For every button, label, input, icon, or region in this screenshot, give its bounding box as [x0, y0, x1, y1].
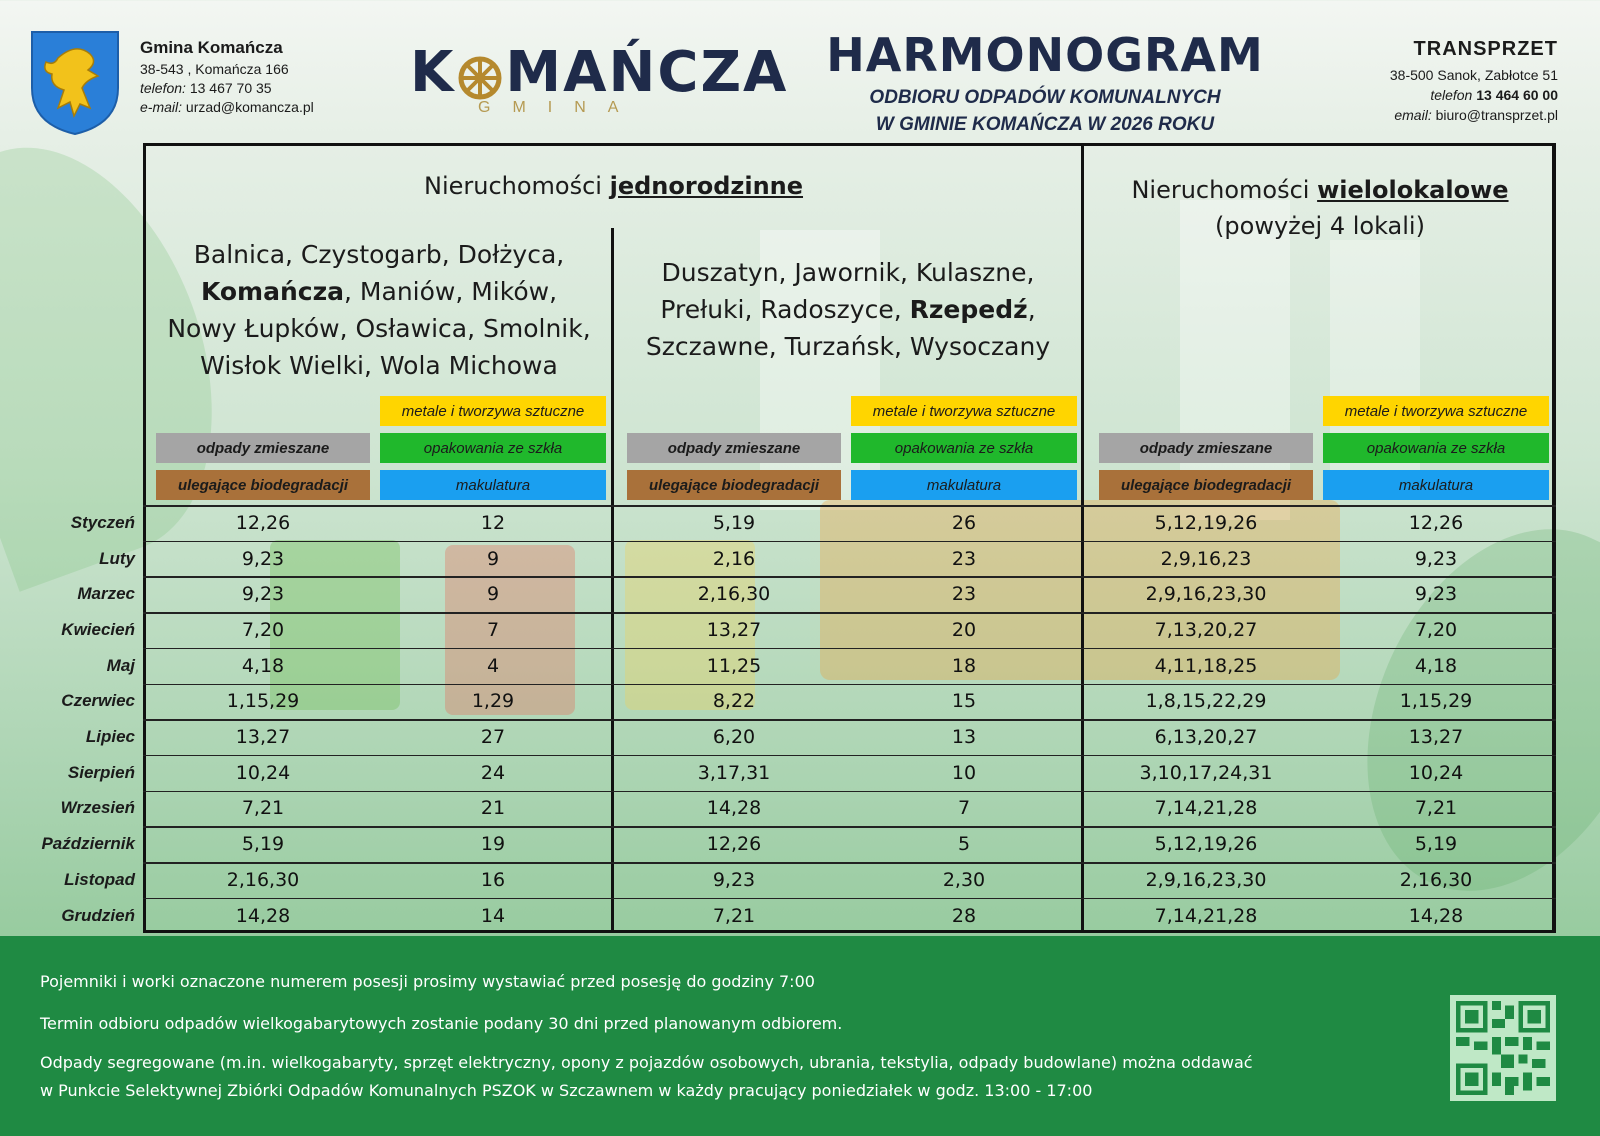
cell-mixed-bio-b: 5,19 — [712, 511, 756, 534]
table-row — [0, 684, 1600, 720]
cell-recycling-c: 12,26 — [1408, 511, 1464, 534]
org-phone: telefon: 13 467 70 35 — [140, 80, 272, 96]
month-name: Luty — [99, 548, 135, 568]
section-title-multi-family: Nieruchomości wielolokalowe (powyżej 4 lokali) — [1131, 176, 1509, 240]
month-name: Październik — [41, 834, 135, 854]
cell-recycling-b: 23 — [951, 583, 977, 606]
cell-recycling-c: 4,18 — [1414, 654, 1458, 677]
cell-recycling-a: 9 — [486, 547, 500, 570]
cell-mixed-bio-c: 2,9,16,23,30 — [1145, 868, 1267, 891]
table-row — [0, 862, 1600, 898]
cell-recycling-c: 14,28 — [1408, 904, 1464, 927]
legend-bio: ulegające biodegradacji — [156, 470, 370, 500]
cell-recycling-b: 13 — [951, 726, 977, 749]
month-name: Grudzień — [61, 905, 135, 925]
cell-recycling-b: 20 — [951, 618, 977, 641]
qr-code-icon[interactable] — [1450, 995, 1556, 1101]
cell-mixed-bio-a: 4,18 — [241, 654, 285, 677]
cell-recycling-b: 7 — [957, 797, 971, 820]
logo-subtitle: GMINA — [478, 99, 641, 116]
cell-mixed-bio-c: 2,9,16,23,30 — [1145, 583, 1267, 606]
legend-bio: ulegające biodegradacji — [1099, 470, 1313, 500]
table-row — [0, 576, 1600, 612]
cell-recycling-b: 5 — [957, 833, 971, 856]
legend-mixed: odpady zmieszane — [627, 433, 841, 463]
cell-mixed-bio-b: 9,23 — [712, 868, 756, 891]
note-pszok-2: w Punkcie Selektywnej Zbiórki Odpadów Komunalnych PSZOK w Szczawnem w każdy pracujący poniedziałek w godz. 13:00 - 17:00 — [40, 1081, 1093, 1100]
cell-mixed-bio-c: 6,13,20,27 — [1154, 726, 1258, 749]
cell-recycling-a: 19 — [480, 833, 506, 856]
cell-recycling-b: 2,30 — [942, 868, 986, 891]
cell-recycling-b: 18 — [951, 654, 977, 677]
cell-recycling-c: 7,21 — [1414, 797, 1458, 820]
cell-mixed-bio-c: 7,13,20,27 — [1154, 618, 1258, 641]
cell-mixed-bio-b: 8,22 — [712, 690, 756, 713]
cell-recycling-c: 9,23 — [1414, 547, 1458, 570]
legend-glass: opakowania ze szkła — [851, 433, 1077, 463]
table-row — [0, 719, 1600, 755]
cell-mixed-bio-b: 13,27 — [706, 618, 762, 641]
footer-notes — [0, 936, 1600, 1136]
legend-mixed: odpady zmieszane — [156, 433, 370, 463]
cell-mixed-bio-a: 14,28 — [235, 904, 291, 927]
legend-mixed: odpady zmieszane — [1099, 433, 1313, 463]
cell-recycling-c: 13,27 — [1408, 726, 1464, 749]
cell-recycling-b: 23 — [951, 547, 977, 570]
table-row — [0, 898, 1600, 934]
cell-mixed-bio-c: 2,9,16,23 — [1160, 547, 1252, 570]
contractor-brand: TRANSPRZET — [1413, 38, 1558, 60]
month-name: Listopad — [64, 869, 135, 889]
legend-glass: opakowania ze szkła — [380, 433, 606, 463]
cell-recycling-a: 27 — [480, 726, 506, 749]
table-row — [0, 541, 1600, 577]
cell-recycling-a: 12 — [480, 511, 506, 534]
legend-paper: makulatura — [851, 470, 1077, 500]
komancza-logo: K MAŃCZA GMINA — [410, 40, 789, 116]
cell-recycling-c: 1,15,29 — [1399, 690, 1473, 713]
cell-mixed-bio-b: 11,25 — [706, 654, 762, 677]
legend-bio: ulegające biodegradacji — [627, 470, 841, 500]
org-email: e-mail: urzad@komancza.pl — [140, 99, 314, 115]
org-name: Gmina Komańcza — [140, 38, 283, 57]
legend-metal-plastic: metale i tworzywa sztuczne — [380, 396, 606, 426]
cell-mixed-bio-a: 2,16,30 — [226, 868, 300, 891]
cell-mixed-bio-b: 3,17,31 — [697, 761, 771, 784]
cell-mixed-bio-a: 5,19 — [241, 833, 285, 856]
cell-recycling-a: 24 — [480, 761, 506, 784]
section-title-single-family: Nieruchomości jednorodzinne — [423, 172, 804, 200]
legend-metal-plastic: metale i tworzywa sztuczne — [851, 396, 1077, 426]
legend-metal-plastic: metale i tworzywa sztuczne — [1323, 396, 1549, 426]
cell-mixed-bio-b: 6,20 — [712, 726, 756, 749]
note-bulky-waste: Termin odbioru odpadów wielkogabarytowych zostanie podany 30 dni przed planowanym odbiorem. — [40, 1014, 843, 1033]
cell-recycling-c: 9,23 — [1414, 583, 1458, 606]
cell-recycling-c: 5,19 — [1414, 833, 1458, 856]
table-row — [0, 826, 1600, 862]
month-name: Marzec — [77, 584, 135, 604]
note-set-out-time: Pojemniki i worki oznaczone numerem posesji prosimy wystawiać przed posesję do godziny 7:00 — [40, 972, 815, 991]
cell-mixed-bio-a: 7,20 — [241, 618, 285, 641]
month-name: Wrzesień — [60, 798, 135, 818]
cell-mixed-bio-a: 13,27 — [235, 726, 291, 749]
cell-mixed-bio-b: 2,16 — [712, 547, 756, 570]
cell-mixed-bio-c: 5,12,19,26 — [1154, 833, 1258, 856]
cell-recycling-a: 21 — [480, 797, 506, 820]
griffin-crest-icon — [28, 28, 122, 136]
note-pszok-1: Odpady segregowane (m.in. wielkogabaryty, sprzęt elektryczny, opony z pojazdów osobowych, ubrania, tekstylia, odpady budowlane) można oddawać — [40, 1053, 1253, 1072]
contractor-email: email: biuro@transprzet.pl — [1394, 107, 1558, 123]
cell-recycling-a: 1,29 — [471, 690, 515, 713]
cell-recycling-b: 28 — [951, 904, 977, 927]
cell-mixed-bio-a: 12,26 — [235, 511, 291, 534]
legend-glass: opakowania ze szkła — [1323, 433, 1549, 463]
month-name: Maj — [106, 655, 135, 675]
table-row — [0, 612, 1600, 648]
contractor-phone: telefon 13 464 60 00 — [1430, 87, 1558, 103]
table-row — [0, 648, 1600, 684]
contractor-address: 38-500 Sanok, Zabłotce 51 — [1389, 67, 1558, 83]
month-name: Sierpień — [67, 762, 135, 782]
month-name: Kwiecień — [61, 619, 135, 639]
group-a-places: Balnica, Czystogarb, Dołżyca, Komańcza, Maniów, Mików, Nowy Łupków, Osławica, Smolnik, Wisłok Wielki, Wola Michowa — [167, 240, 591, 380]
cell-recycling-b: 10 — [951, 761, 977, 784]
title-main: HARMONOGRAM — [826, 28, 1264, 82]
cell-mixed-bio-c: 1,8,15,22,29 — [1145, 690, 1267, 713]
cell-recycling-b: 15 — [951, 690, 977, 713]
cell-mixed-bio-c: 4,11,18,25 — [1154, 654, 1258, 677]
cell-recycling-b: 26 — [951, 511, 977, 534]
cell-recycling-a: 16 — [480, 868, 506, 891]
cell-mixed-bio-b: 14,28 — [706, 797, 762, 820]
cell-recycling-c: 10,24 — [1408, 761, 1464, 784]
month-name: Lipiec — [85, 727, 135, 747]
group-b-places: Duszatyn, Jawornik, Kulaszne, Prełuki, Radoszyce, Rzepedź, Szczawne, Turzańsk, Wysoczany — [645, 258, 1051, 361]
cell-mixed-bio-c: 5,12,19,26 — [1154, 511, 1258, 534]
cell-mixed-bio-c: 7,14,21,28 — [1154, 904, 1258, 927]
title-sub-1: ODBIORU ODPADÓW KOMUNALNYCH — [869, 87, 1221, 108]
table-row — [0, 755, 1600, 791]
table-row — [0, 791, 1600, 827]
cell-recycling-a: 7 — [486, 618, 500, 641]
title-sub-2: W GMINIE KOMAŃCZA W 2026 ROKU — [875, 114, 1215, 135]
cell-mixed-bio-a: 10,24 — [235, 761, 291, 784]
cell-recycling-a: 9 — [486, 583, 500, 606]
document-title — [820, 28, 1270, 136]
cell-recycling-c: 7,20 — [1414, 618, 1458, 641]
municipality-info — [140, 38, 314, 117]
cell-mixed-bio-b: 2,16,30 — [697, 583, 771, 606]
cell-mixed-bio-a: 9,23 — [241, 583, 285, 606]
month-name: Styczeń — [70, 512, 135, 532]
table-row — [0, 505, 1600, 541]
contractor-info — [1390, 38, 1558, 125]
cell-mixed-bio-a: 1,15,29 — [226, 690, 300, 713]
cell-mixed-bio-b: 12,26 — [706, 833, 762, 856]
month-name: Czerwiec — [61, 691, 135, 711]
cell-mixed-bio-c: 7,14,21,28 — [1154, 797, 1258, 820]
org-address: 38-543 , Komańcza 166 — [140, 61, 289, 77]
cell-recycling-c: 2,16,30 — [1399, 868, 1473, 891]
cell-mixed-bio-b: 7,21 — [712, 904, 756, 927]
wheel-logo-icon — [457, 50, 503, 96]
legend-paper: makulatura — [1323, 470, 1549, 500]
header — [0, 0, 1600, 140]
cell-mixed-bio-c: 3,10,17,24,31 — [1139, 761, 1273, 784]
cell-recycling-a: 4 — [486, 654, 500, 677]
legend-paper: makulatura — [380, 470, 606, 500]
cell-mixed-bio-a: 9,23 — [241, 547, 285, 570]
cell-mixed-bio-a: 7,21 — [241, 797, 285, 820]
cell-recycling-a: 14 — [480, 904, 506, 927]
